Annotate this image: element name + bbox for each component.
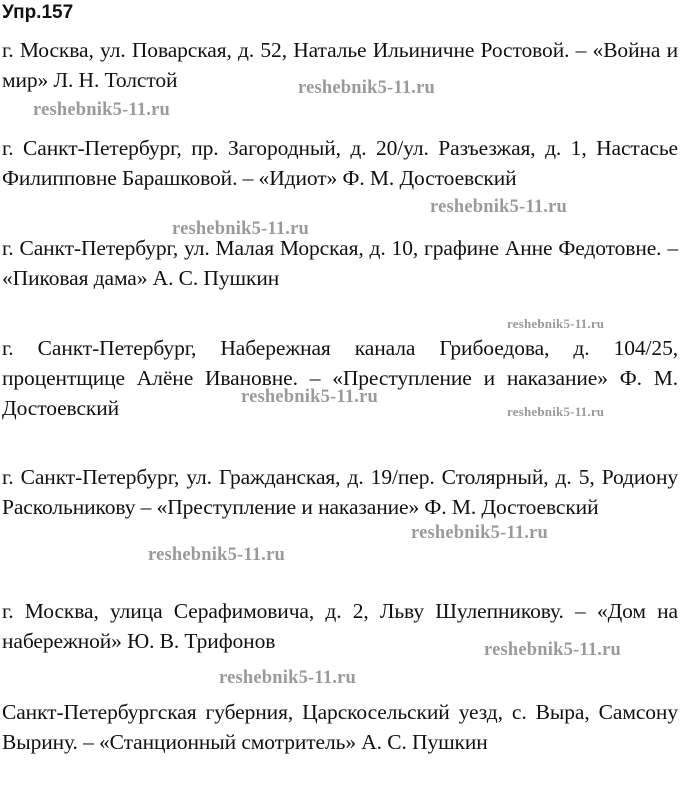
watermark: reshebnik5-11.ru — [172, 219, 310, 239]
address-paragraph-4: г. Санкт-Петербург, Набережная канала Грибоедова, д. 104/25, процентщице Алёне Ивановне. – «Преступление и наказание» Ф. М. Достоевский — [2, 336, 678, 420]
watermark: reshebnik5-11.ru — [33, 100, 171, 120]
address-paragraph-5: г. Санкт-Петербург, ул. Гражданская, д. 19/пер. Столярный, д. 5, Родиону Раскольникову – «Преступление и наказание» Ф. М. Достоевский — [2, 465, 678, 519]
watermark: reshebnik5-11.ru — [507, 404, 605, 419]
watermark: reshebnik5-11.ru — [507, 316, 605, 331]
watermark: reshebnik5-11.ru — [298, 78, 436, 98]
watermark: reshebnik5-11.ru — [430, 197, 568, 217]
watermark: reshebnik5-11.ru — [484, 640, 622, 660]
address-paragraph-3: г. Санкт-Петербург, ул. Малая Морская, д. 10, графине Анне Федотовне. – «Пиковая дама» А. С. Пушкин — [2, 236, 678, 290]
watermark: reshebnik5-11.ru — [411, 523, 549, 543]
watermark: reshebnik5-11.ru — [148, 545, 286, 565]
address-paragraph-7: Санкт-Петербургская губерния, Царскосельский уезд, с. Выра, Самсону Вырину. – «Станционный смотритель» А. С. Пушкин — [2, 700, 678, 754]
exercise-title: Упр.157 — [2, 2, 74, 23]
address-paragraph-1: г. Москва, ул. Поварская, д. 52, Наталье Ильиничне Ростовой. – «Война и мир» Л. Н. Толстой — [2, 38, 678, 92]
address-paragraph-6: г. Москва, улица Серафимовича, д. 2, Льву Шулепникову. – «Дом на набережной» Ю. В. Трифонов — [2, 599, 678, 653]
watermark: reshebnik5-11.ru — [219, 668, 357, 688]
address-paragraph-2: г. Санкт-Петербург, пр. Загородный, д. 20/ул. Разъезжая, д. 1, Настасье Филипповне Барашковой. – «Идиот» Ф. М. Достоевский — [2, 136, 678, 190]
watermark: reshebnik5-11.ru — [241, 387, 379, 407]
